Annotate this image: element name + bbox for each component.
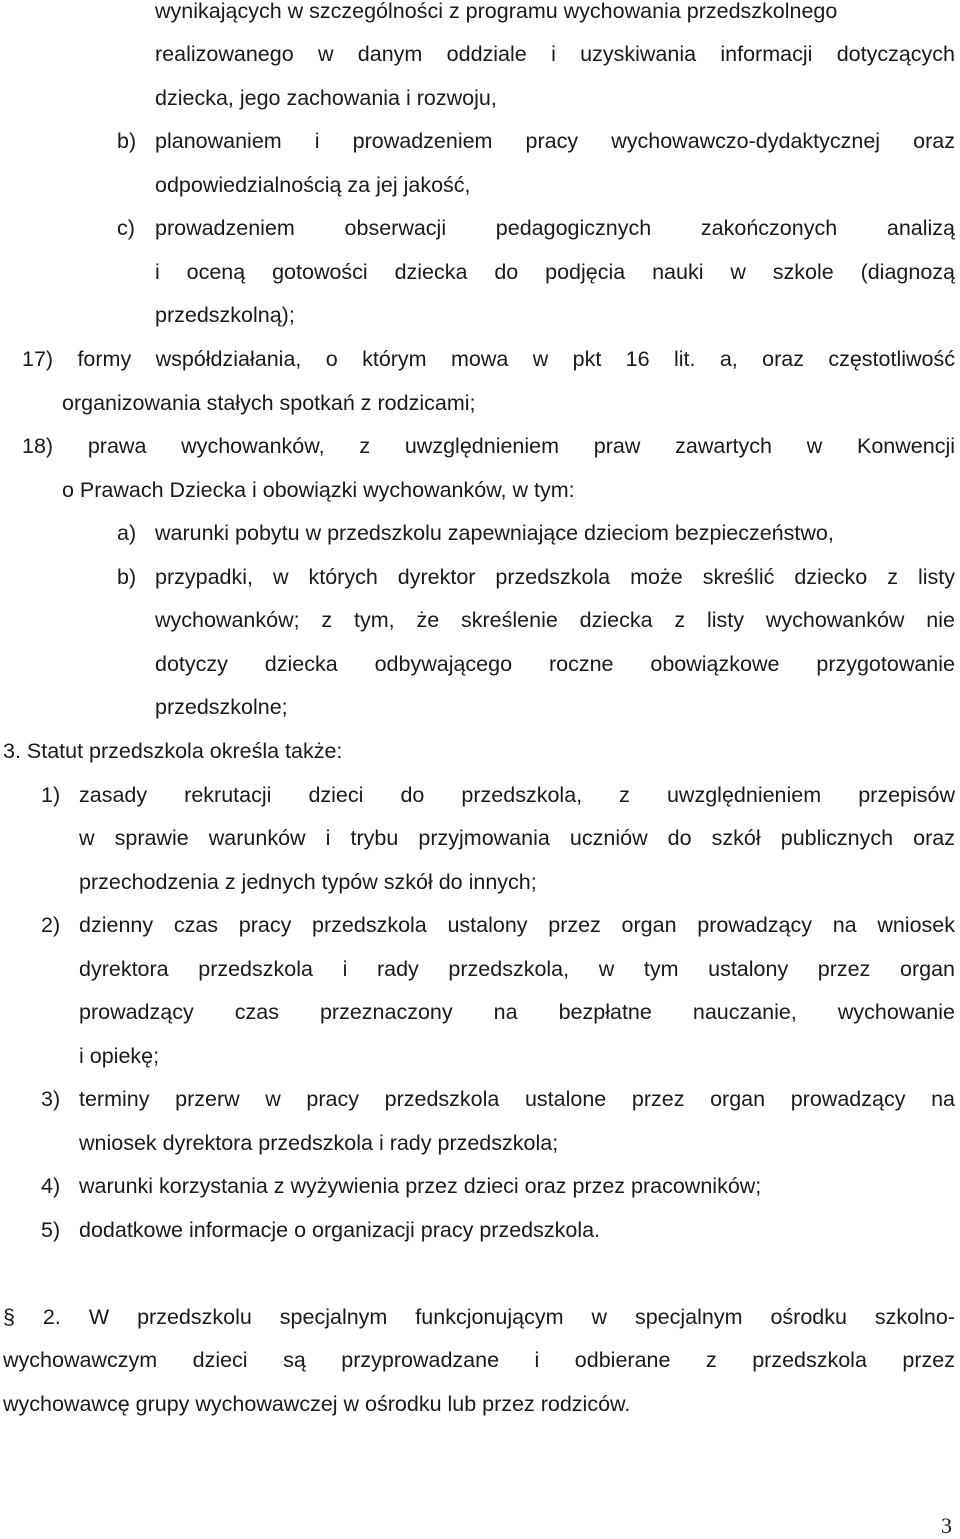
text-line: przedszkolną);: [155, 303, 295, 327]
text-line: wychowanków; z tym, że skreślenie dziecka z listy wychowanków nie: [155, 608, 955, 632]
text-line: warunki korzystania z wyżywienia przez dzieci oraz przez pracowników;: [79, 1174, 762, 1198]
text-line: w sprawie warunków i trybu przyjmowania uczniów do szkół publicznych oraz: [79, 826, 955, 850]
text-line: i opiekę;: [79, 1044, 160, 1068]
text-line: prowadzący czas przeznaczony na bezpłatne nauczanie, wychowanie: [79, 1000, 955, 1024]
list-marker: c): [117, 216, 135, 240]
text-line: odpowiedzialnością za jej jakość,: [155, 173, 471, 197]
text-line: zasady rekrutacji dzieci do przedszkola, z uwzględnieniem przepisów: [79, 783, 955, 807]
text-line: wniosek dyrektora przedszkola i rady przedszkola;: [79, 1131, 559, 1155]
text-line: organizowania stałych spotkań z rodzicami;: [62, 391, 476, 415]
text-line: realizowanego w danym oddziale i uzyskiwania informacji dotyczących: [155, 42, 955, 66]
text-line: i oceną gotowości dziecka do podjęcia nauki w szkole (diagnozą: [155, 260, 955, 284]
list-marker: a): [117, 521, 137, 545]
text-line: terminy przerw w pracy przedszkola ustalone przez organ prowadzący na: [79, 1087, 955, 1111]
text-line: przedszkolne;: [155, 695, 288, 719]
text-line: o Prawach Dziecka i obowiązki wychowanków, w tym:: [62, 478, 575, 502]
text-line: dodatkowe informacje o organizacji pracy przedszkola.: [79, 1218, 601, 1242]
paragraph-line: wychowawcę grupy wychowawczej w ośrodku lub przez rodziców.: [3, 1392, 631, 1416]
section-heading: 3. Statut przedszkola określa także:: [3, 739, 343, 763]
text-line: dotyczy dziecka odbywającego roczne obowiązkowe przygotowanie: [155, 652, 955, 676]
paragraph-line: wychowawczym dzieci są przyprowadzane i odbierane z przedszkola przez: [3, 1348, 955, 1372]
list-marker: 3): [41, 1087, 61, 1111]
text-line: dzienny czas pracy przedszkola ustalony przez organ prowadzący na wniosek: [79, 913, 955, 937]
list-marker: 2): [41, 913, 61, 937]
text-line: warunki pobytu w przedszkolu zapewniające dzieciom bezpieczeństwo,: [155, 521, 834, 545]
text-line: 17) formy współdziałania, o którym mowa w pkt 16 lit. a, oraz częstotliwość: [22, 347, 955, 371]
paragraph-line: § 2. W przedszkolu specjalnym funkcjonującym w specjalnym ośrodku szkolno-: [3, 1305, 955, 1329]
text-line: przypadki, w których dyrektor przedszkola może skreślić dziecko z listy: [155, 565, 955, 589]
page-number: 3: [941, 1513, 952, 1538]
text-line: 18) prawa wychowanków, z uwzględnieniem praw zawartych w Konwencji: [22, 434, 955, 458]
list-marker: b): [117, 129, 137, 153]
text-line: wynikających w szczególności z programu wychowania przedszkolnego: [155, 0, 838, 23]
text-line: dyrektora przedszkola i rady przedszkola, w tym ustalony przez organ: [79, 957, 955, 981]
text-line: planowaniem i prowadzeniem pracy wychowawczo-dydaktycznej oraz: [155, 129, 955, 153]
text-line: dziecka, jego zachowania i rozwoju,: [155, 86, 497, 110]
list-marker: 1): [41, 783, 61, 807]
list-marker: 5): [41, 1218, 61, 1242]
list-marker: b): [117, 565, 137, 589]
text-line: przechodzenia z jednych typów szkół do innych;: [79, 870, 537, 894]
text-line: prowadzeniem obserwacji pedagogicznych zakończonych analizą: [155, 216, 955, 240]
list-marker: 4): [41, 1174, 61, 1198]
